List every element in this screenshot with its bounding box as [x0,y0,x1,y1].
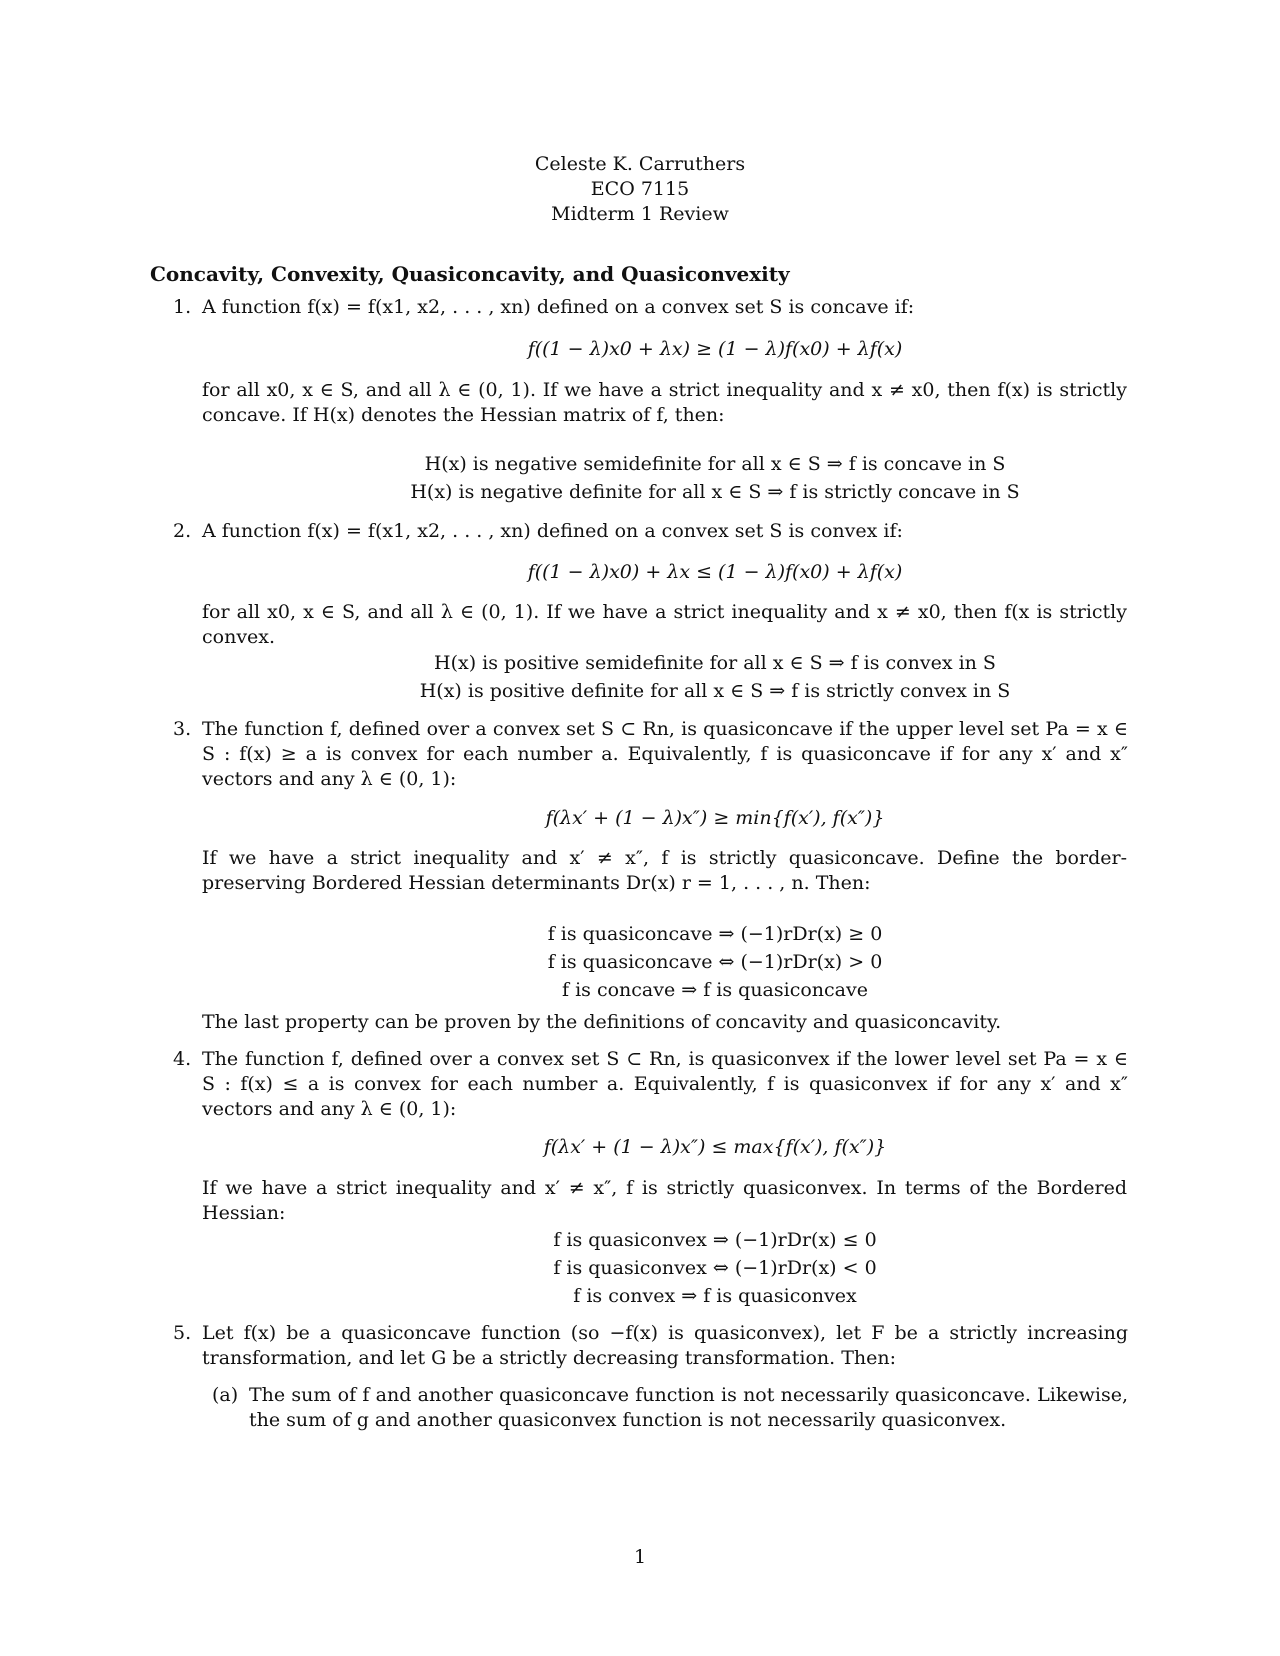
item-1-text: for all x0, x ∈ S, and all λ ∈ (0, 1). If we have a strict inequality and x ≠ x0, then f(x) is strictly concave. If H(x) denotes the Hessian matrix of f, then: [202,379,1127,426]
hessian-conditions-concave [150,452,1280,505]
item-number: 2. [173,520,192,542]
condition-line: f is quasiconvex ⇒ (−1)rDr(x) ≤ 0 [553,1229,877,1251]
document-title: Midterm 1 Review [551,203,729,225]
item-intro: Let f(x) be a quasiconcave function (so −f(x) is quasiconvex), let F be a strictly increasing transformation, and let G be a strictly decreasing transformation. Then: [202,1322,1128,1369]
equation-quasiconcave: f(λx′ + (1 − λ)x″) ≥ min{f(x′), f(x″)} [545,807,885,829]
condition-line: f is quasiconvex ⇔ (−1)rDr(x) < 0 [553,1257,877,1279]
document-header [0,152,1280,227]
hessian-conditions-convex [150,651,1280,704]
condition-line: H(x) is negative semidefinite for all x ∈ S ⇒ f is concave in S [424,453,1006,475]
sub-item-a [212,1383,1128,1433]
item-4-text: If we have a strict inequality and x′ ≠ x″, f is strictly quasiconvex. In terms of the Bordered Hessian: [202,1177,1127,1224]
page-number: 1 [633,1546,647,1568]
sub-item-text: The sum of f and another quasiconcave function is not necessarily quasiconcave. Likewise, the sum of g and another quasiconvex function is not necessarily quasiconvex. [249,1384,1128,1431]
item-number: 3. [173,718,192,740]
bordered-hessian-conditions-quasiconcave [150,922,1280,1003]
condition-line: H(x) is negative definite for all x ∈ S ⇒ f is strictly concave in S [410,481,1020,503]
equation-concave: f((1 − λ)x0 + λx) ≥ (1 − λ)f(x0) + λf(x) [527,338,903,360]
equation-quasiconvex: f(λx′ + (1 − λ)x″) ≤ max{f(x′), f(x″)} [543,1136,887,1158]
condition-line: f is concave ⇒ f is quasiconcave [562,979,868,1001]
item-number: 4. [173,1048,192,1070]
item-intro: A function f(x) = f(x1, x2, . . . , xn) defined on a convex set S is convex if: [202,520,903,542]
list-item-2 [173,519,1128,544]
equation-convex: f((1 − λ)x0) + λx ≤ (1 − λ)f(x0) + λf(x) [527,561,903,583]
item-3-text: If we have a strict inequality and x′ ≠ x″, f is strictly quasiconcave. Define the border-preserving Bordered Hessian determinants Dr(x) r = 1, . . . , n. Then: [202,847,1127,894]
item-number: 1. [173,296,192,318]
list-item-1 [173,295,1128,320]
sub-item-number: (a) [212,1384,239,1406]
bordered-hessian-conditions-quasiconvex [150,1228,1280,1309]
course-code: ECO 7115 [590,178,690,200]
item-intro: A function f(x) = f(x1, x2, . . . , xn) defined on a convex set S is concave if: [202,296,915,318]
condition-line: H(x) is positive definite for all x ∈ S ⇒ f is strictly convex in S [419,680,1011,702]
condition-line: H(x) is positive semidefinite for all x ∈ S ⇒ f is convex in S [434,652,996,674]
condition-line: f is quasiconcave ⇔ (−1)rDr(x) > 0 [547,951,883,973]
list-item-4 [173,1047,1128,1122]
list-item-3 [173,717,1128,792]
item-3-after: The last property can be proven by the definitions of concavity and quasiconcavity. [202,1011,1002,1033]
author-name: Celeste K. Carruthers [534,153,746,175]
list-item-5 [173,1321,1128,1371]
item-intro: The function f, defined over a convex set S ⊂ Rn, is quasiconvex if the lower level set Pa = x ∈ S : f(x) ≤ a is convex for each number a. Equivalently, f is quasiconvex if for any x′ and x″ vectors and any λ ∈ (0, 1): [202,1048,1128,1120]
condition-line: f is convex ⇒ f is quasiconvex [573,1285,857,1307]
item-2-text: for all x0, x ∈ S, and all λ ∈ (0, 1). If we have a strict inequality and x ≠ x0, then f(x is strictly convex. [202,601,1127,648]
item-intro: The function f, defined over a convex set S ⊂ Rn, is quasiconcave if the upper level set Pa = x ∈ S : f(x) ≥ a is convex for each number a. Equivalently, f is quasiconcave if for any x′ and x″ vectors and any λ ∈ (0, 1): [202,718,1128,790]
item-number: 5. [173,1322,192,1344]
condition-line: f is quasiconcave ⇒ (−1)rDr(x) ≥ 0 [547,923,883,945]
section-title: Concavity, Convexity, Quasiconcavity, and Quasiconvexity [150,262,790,286]
